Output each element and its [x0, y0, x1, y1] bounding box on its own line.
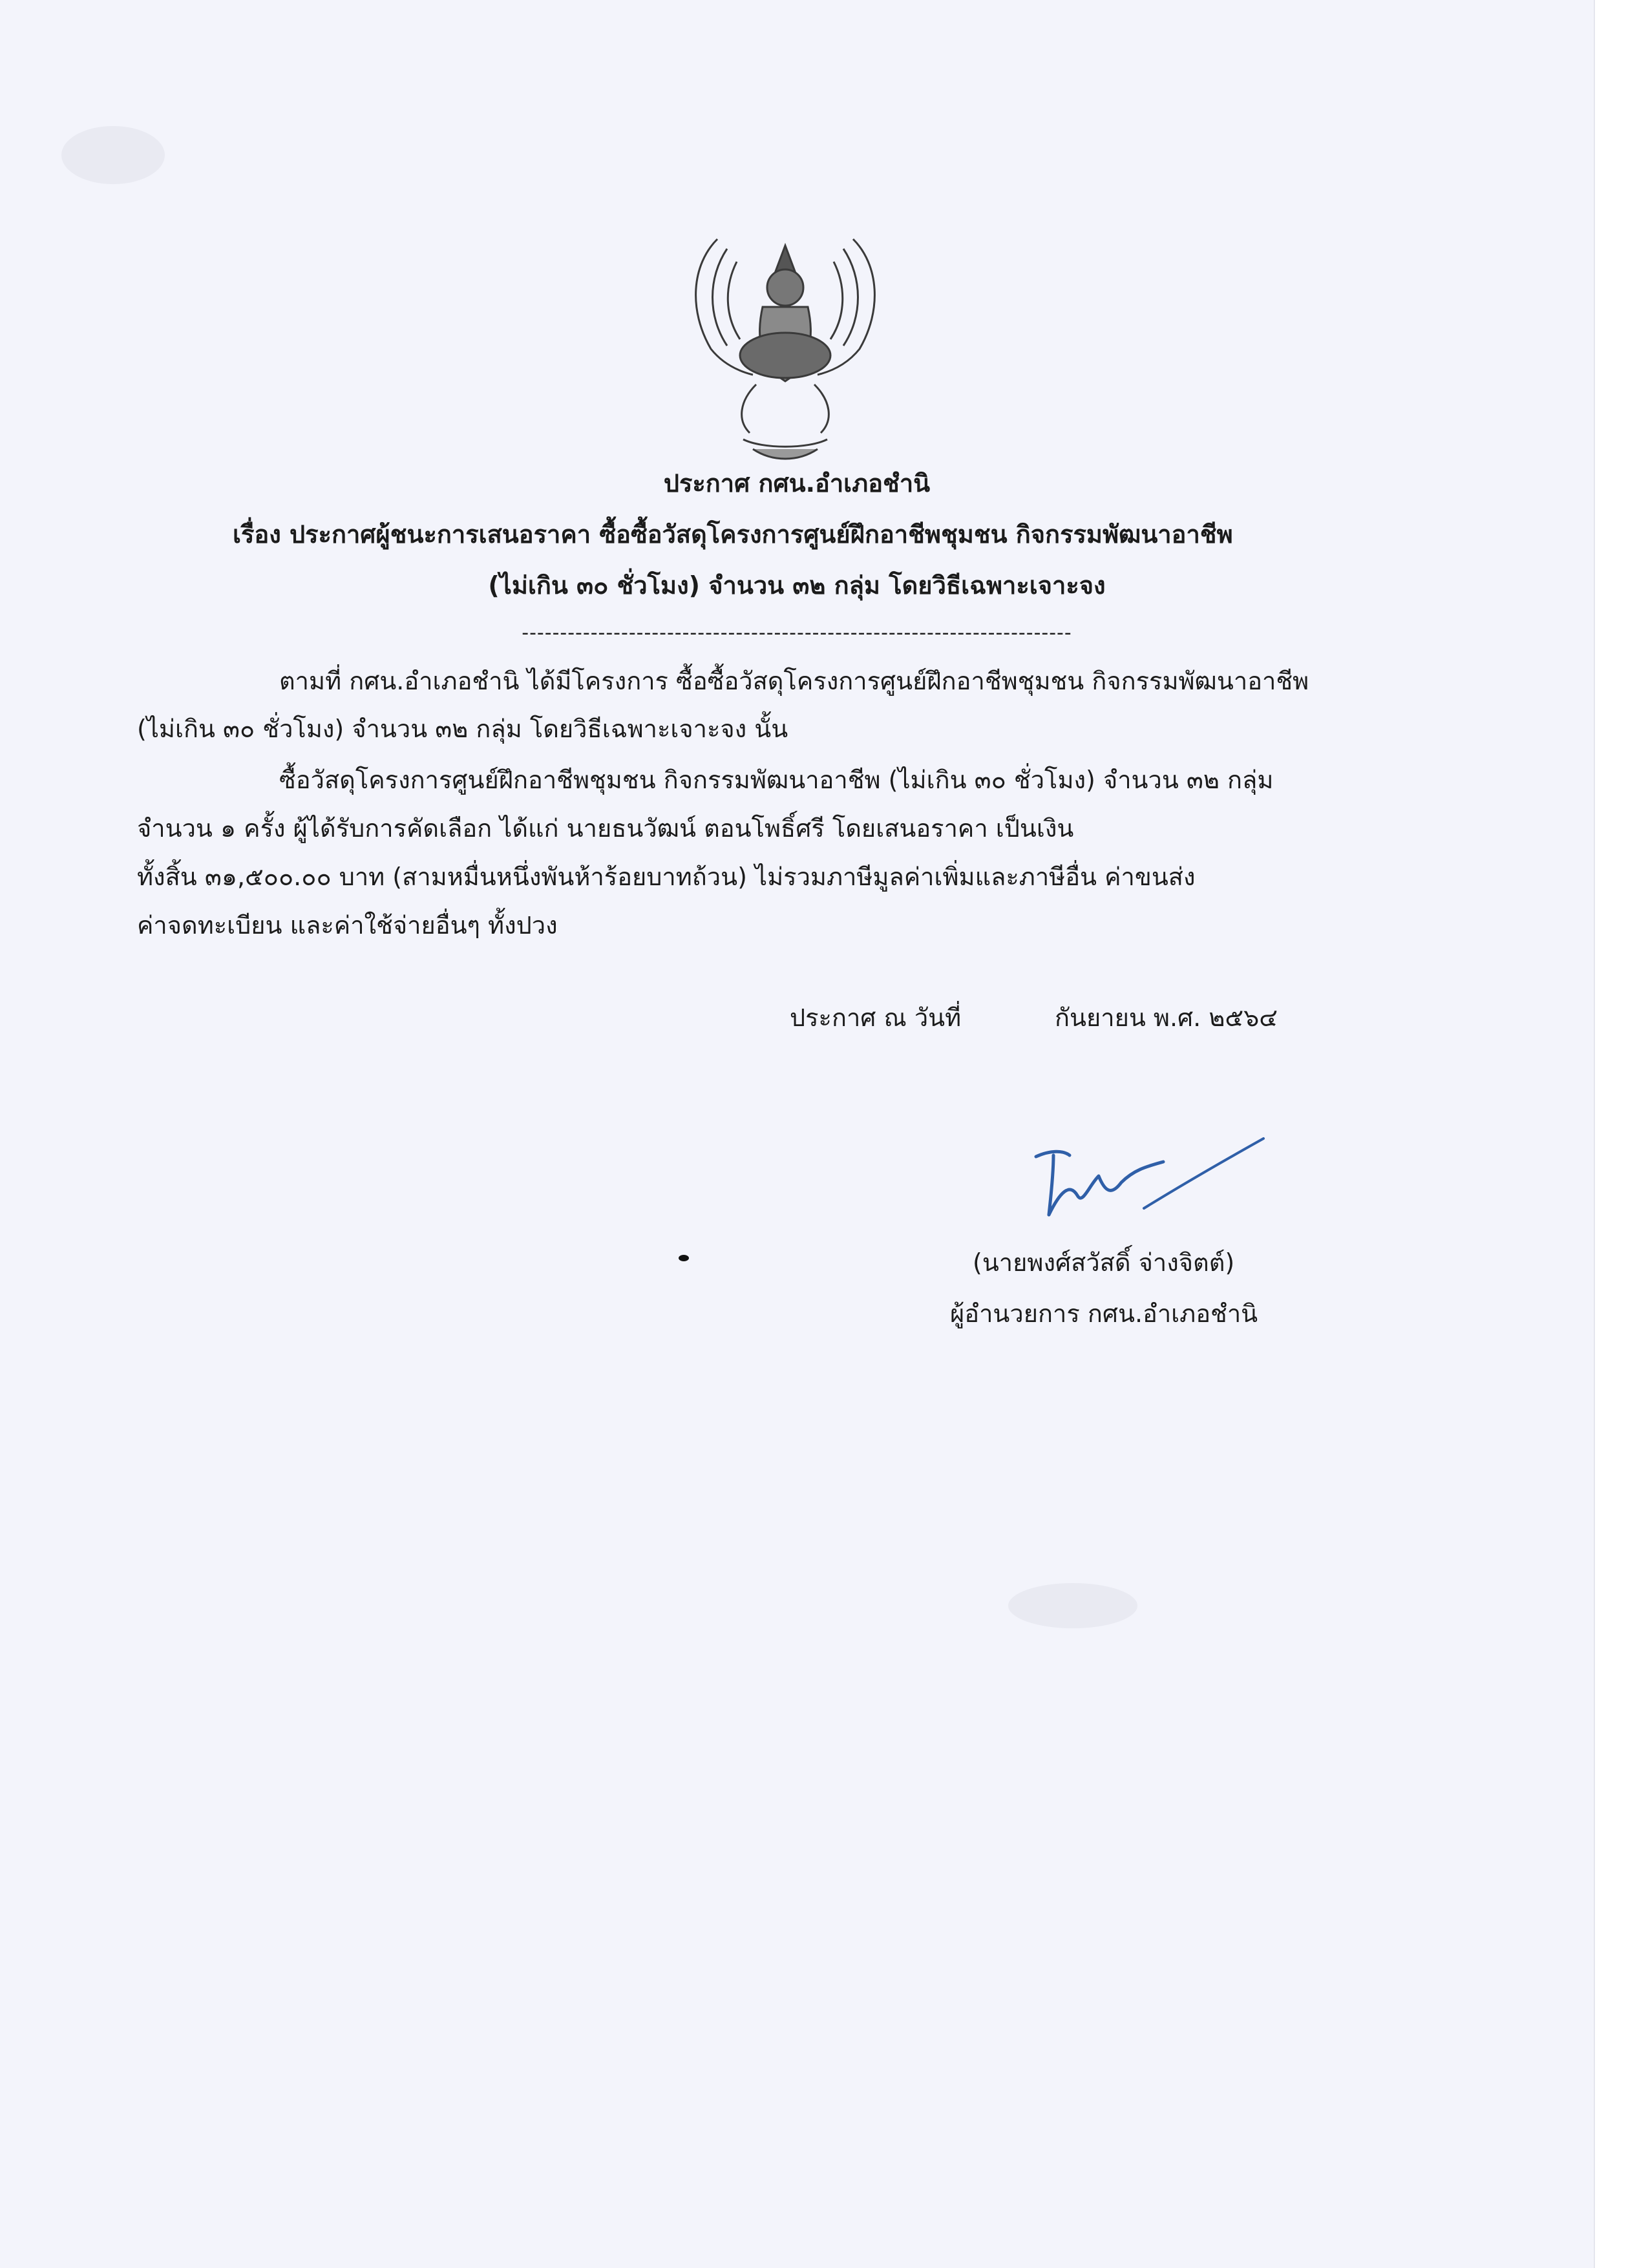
scan-smudge: [1008, 1583, 1137, 1628]
separator-line: ------------------------------------------------------------------------: [522, 622, 1072, 644]
paragraph-2-line-2: จำนวน ๑ ครั้ง ผู้ได้รับการคัดเลือก ได้แก่ นายธนวัฒน์ ตอนโพธิ์ศรี โดยเสนอราคา เป็นเงิน: [137, 814, 1074, 843]
announcement-date-label: ประกาศ ณ วันที่: [790, 1003, 962, 1032]
subject-line-2: (ไม่เกิน ๓๐ ชั่วโมง) จำนวน ๓๒ กลุ่ม โดยวิธีเฉพาะเจาะจง: [488, 571, 1106, 600]
paragraph-2-line-3: ทั้งสิ้น ๓๑,๕๐๐.๐๐ บาท (สามหมื่นหนึ่งพันห้าร้อยบาทถ้วน) ไม่รวมภาษีมูลค่าเพิ่มและภาษีอื่น ค่าขนส่ง: [137, 863, 1196, 891]
garuda-emblem-icon: [679, 226, 892, 465]
announcement-title: ประกาศ กศน.อำเภอชำนิ: [663, 469, 931, 498]
scan-margin: [1594, 0, 1648, 2268]
paragraph-2-line-4: ค่าจดทะเบียน และค่าใช้จ่ายอื่นๆ ทั้งปวง: [137, 911, 558, 940]
paragraph-2-line-1: ซื้อวัสดุโครงการศูนย์ฝึกอาชีพชุมชน กิจกรรมพัฒนาอาชีพ (ไม่เกิน ๓๐ ชั่วโมง) จำนวน ๓๒ กลุ่ม: [279, 766, 1274, 794]
paragraph-1-line-2: (ไม่เกิน ๓๐ ชั่วโมง) จำนวน ๓๒ กลุ่ม โดยวิธีเฉพาะเจาะจง นั้น: [137, 715, 788, 743]
scan-smudge: [61, 126, 165, 184]
ink-speck: [679, 1255, 689, 1261]
announcement-month-year: กันยายน พ.ศ. ๒๕๖๔: [1055, 1003, 1278, 1032]
signatory-position: ผู้อำนวยการ กศน.อำเภอชำนิ: [950, 1299, 1258, 1328]
signatory-name: (นายพงศ์สวัสดิ์ จ่างจิตต์): [973, 1248, 1235, 1277]
paragraph-1-line-1: ตามที่ กศน.อำเภอชำนิ ได้มีโครงการ ซื้อซื้อวัสดุโครงการศูนย์ฝึกอาชีพชุมชน กิจกรรมพัฒนาอาชีพ: [279, 667, 1309, 695]
paper-edge: [1594, 0, 1595, 2268]
handwritten-signature: [1024, 1131, 1270, 1234]
subject-line-1: เรื่อง ประกาศผู้ชนะการเสนอราคา ซื้อซื้อวัสดุโครงการศูนย์ฝึกอาชีพชุมชน กิจกรรมพัฒนาอาชีพ: [233, 520, 1233, 549]
